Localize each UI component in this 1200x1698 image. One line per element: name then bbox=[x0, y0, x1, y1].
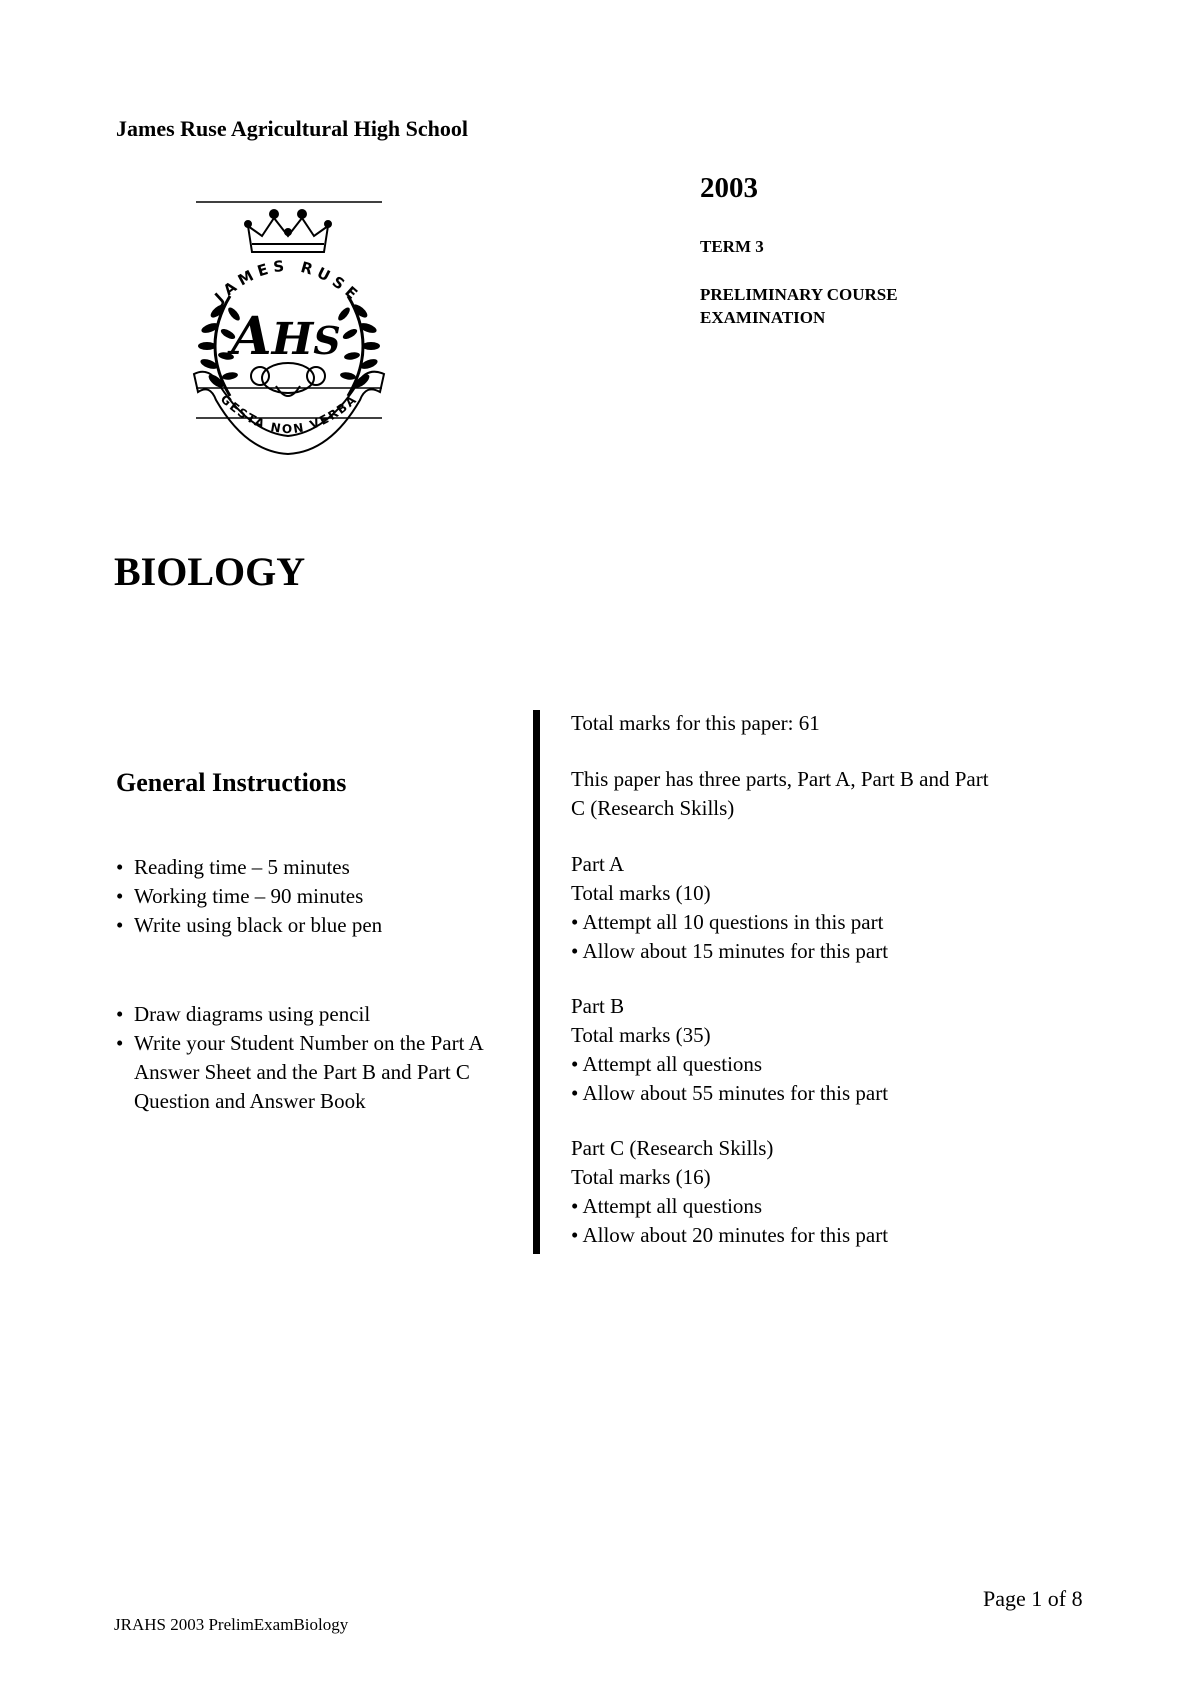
crown-icon bbox=[245, 210, 331, 252]
part-marks: Total marks (10) bbox=[571, 881, 711, 905]
bullet-icon: • bbox=[116, 1002, 124, 1026]
total-marks: Total marks for this paper: 61 bbox=[571, 711, 820, 735]
exam-title-line2: EXAMINATION bbox=[700, 308, 826, 327]
exam-year: 2003 bbox=[700, 172, 758, 204]
part-marks: Total marks (35) bbox=[571, 1023, 711, 1047]
bullet-icon: • bbox=[116, 884, 124, 908]
subject-title: BIOLOGY bbox=[114, 549, 306, 594]
list-item: • Write your Student Number on the Part A Answer Sheet and the Part B and Part C Question and Answer Book bbox=[116, 1031, 483, 1113]
bullet-icon: • bbox=[571, 1081, 579, 1105]
list-item: • Draw diagrams using pencil bbox=[116, 1000, 536, 1029]
part-a-block bbox=[571, 850, 1001, 966]
bullet-icon: • bbox=[571, 939, 579, 963]
part-bullet: • Allow about 15 minutes for this part bbox=[571, 939, 889, 963]
page-number: Page 1 of 8 bbox=[983, 1586, 1083, 1611]
general-instructions-list-2 bbox=[116, 1000, 536, 1116]
svg-text:AHS: AHS bbox=[231, 306, 341, 367]
bullet-icon: • bbox=[571, 1052, 579, 1076]
part-c-block bbox=[571, 1134, 1001, 1250]
ram-head-icon bbox=[251, 363, 325, 396]
bullet-icon: • bbox=[571, 1223, 579, 1247]
bullet-icon: • bbox=[116, 1031, 124, 1055]
school-name: James Ruse Agricultural High School bbox=[116, 116, 469, 141]
part-bullet: • Attempt all 10 questions in this part bbox=[571, 910, 884, 934]
document-footer-id: JRAHS 2003 PrelimExamBiology bbox=[114, 1615, 349, 1634]
exam-term: TERM 3 bbox=[700, 237, 764, 256]
part-title: Part C (Research Skills) bbox=[571, 1136, 774, 1160]
list-item: • Working time – 90 minutes bbox=[116, 882, 536, 911]
part-title: Part B bbox=[571, 994, 625, 1018]
column-divider bbox=[533, 710, 540, 1254]
school-crest-logo bbox=[190, 196, 390, 464]
part-bullet: • Attempt all questions bbox=[571, 1194, 763, 1218]
list-item: • Reading time – 5 minutes bbox=[116, 853, 536, 882]
part-title: Part A bbox=[571, 852, 625, 876]
parts-description: This paper has three parts, Part A, Part B and Part C (Research Skills) bbox=[571, 767, 989, 820]
list-item: • Write using black or blue pen bbox=[116, 911, 536, 940]
part-marks: Total marks (16) bbox=[571, 1165, 711, 1189]
svg-text:GESTA NON VERBA: GESTA NON VERBA bbox=[217, 391, 361, 437]
paper-info bbox=[571, 709, 1001, 1276]
bullet-icon: • bbox=[116, 913, 124, 937]
exam-title bbox=[700, 283, 1020, 329]
general-instructions-heading: General Instructions bbox=[116, 768, 347, 797]
bullet-icon: • bbox=[571, 1194, 579, 1218]
part-bullet: • Attempt all questions bbox=[571, 1052, 763, 1076]
exam-title-line1: PRELIMINARY COURSE bbox=[700, 285, 898, 304]
part-bullet: • Allow about 55 minutes for this part bbox=[571, 1081, 889, 1105]
bullet-icon: • bbox=[116, 855, 124, 879]
svg-text:JAMES RUSE: JAMES RUSE bbox=[211, 256, 365, 307]
part-bullet: • Allow about 20 minutes for this part bbox=[571, 1223, 889, 1247]
part-b-block bbox=[571, 992, 1001, 1108]
bullet-icon: • bbox=[571, 910, 579, 934]
general-instructions-list-1 bbox=[116, 853, 536, 940]
